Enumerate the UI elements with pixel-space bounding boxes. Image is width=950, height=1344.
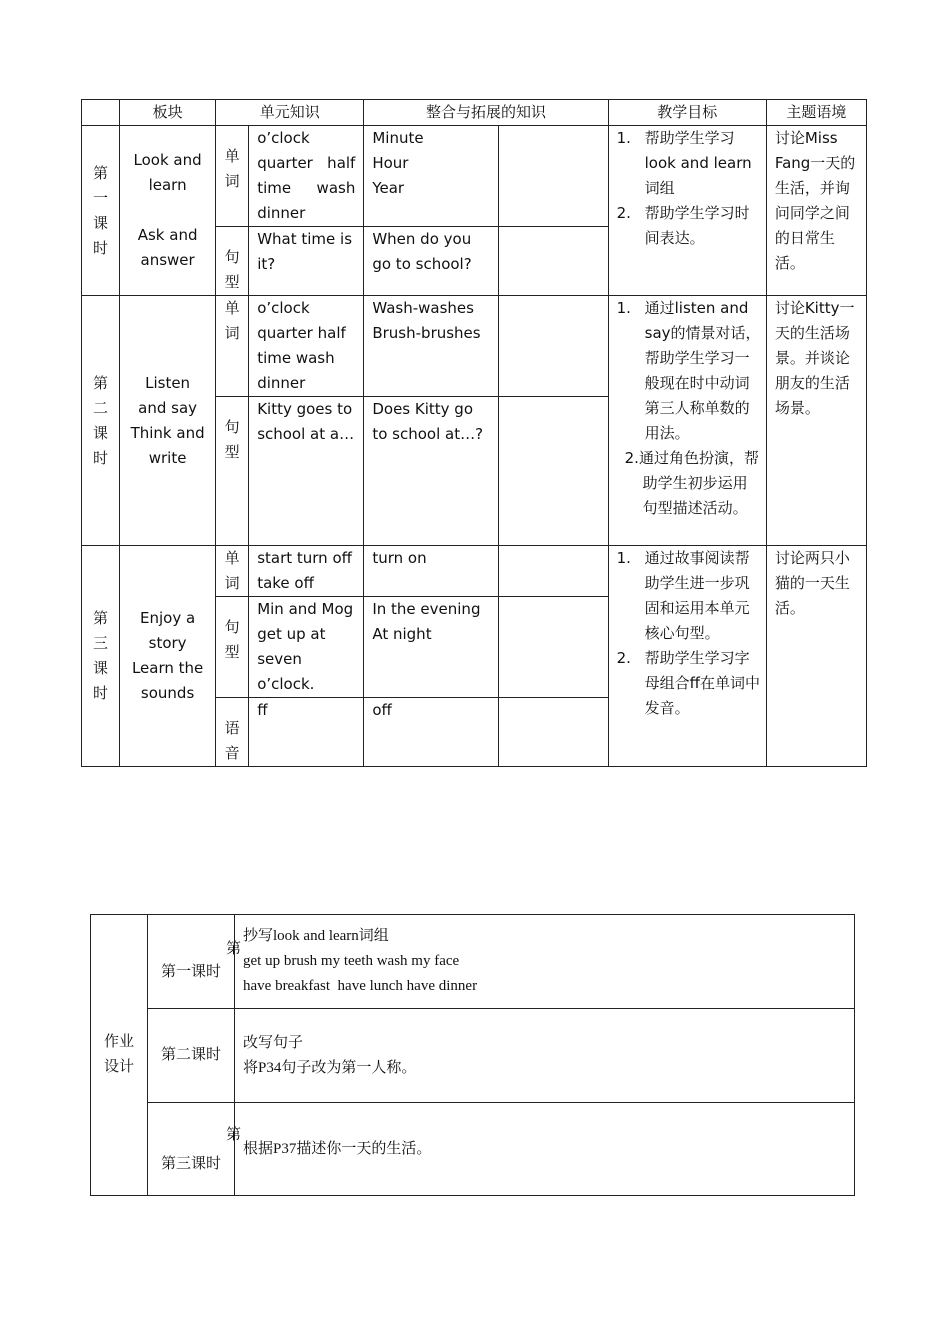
header-blank <box>82 100 120 126</box>
homework-row-3 <box>91 1103 855 1196</box>
lesson-2-words: o’clock quarter half time wash dinner <box>249 296 364 397</box>
homework-task-2: 改写句子 将P34句子改为第一人称。 <box>235 1009 855 1103</box>
homework-table <box>90 914 855 1196</box>
lesson-2-sentence-blank <box>498 397 608 546</box>
lesson-3-theme: 讨论两只小猫的一天生活。 <box>766 546 866 767</box>
lesson-3-sentence: Min and Mog get up at seven o’clock. <box>249 597 364 698</box>
homework-task-3: 第 根据P37描述你一天的生活。 <box>235 1103 855 1196</box>
lesson-2-sentence: Kitty goes to school at a… <box>249 397 364 546</box>
lesson-2-modules: Listen and say Think and write <box>120 296 216 546</box>
homework-row-2 <box>91 1009 855 1103</box>
header-unit-knowledge: 单元知识 <box>216 100 364 126</box>
homework-row-1 <box>91 915 855 1009</box>
homework-label: 作业设计 <box>91 915 148 1196</box>
lesson-2-words-row <box>82 296 867 397</box>
header-theme: 主题语境 <box>766 100 866 126</box>
lesson-1-sentence-blank <box>498 227 608 296</box>
lesson-3-sound: ff <box>249 698 364 767</box>
lesson-1-goals: 1. 帮助学生学习look and learn词组 2. 帮助学生学习时间表达。 <box>608 126 766 296</box>
lesson-3-words-tag: 单词 <box>216 546 249 597</box>
lesson-2-words-blank <box>498 296 608 397</box>
lesson-1-modules: Look and learn Ask and answer <box>120 126 216 296</box>
lesson-3-words-ext: turn on <box>364 546 498 597</box>
lesson-3-goals: 1. 通过故事阅读帮助学生进一步巩固和运用本单元核心句型。 2. 帮助学生学习字母组合ff在单词中发音。 <box>608 546 766 767</box>
lesson-2-goals: 1. 通过listen and say的情景对话，帮助学生学习一般现在时中动词第三人称单数的用法。 2.通过角色扮演，帮助学生初步运用句型描述活动。 <box>608 296 766 546</box>
header-goals: 教学目标 <box>608 100 766 126</box>
lesson-3-sound-ext: off <box>364 698 498 767</box>
homework-lesson-3: 第三课时 <box>148 1103 235 1196</box>
lesson-3-words: start turn off take off <box>249 546 364 597</box>
lesson-2-label: 第二课时 <box>82 296 120 546</box>
lesson-1-sentence: What time is it? <box>249 227 364 296</box>
lesson-2-theme: 讨论Kitty一天的生活场景。并谈论朋友的生活场景。 <box>766 296 866 546</box>
lesson-1-sentence-ext: When do you go to school? <box>364 227 498 296</box>
lesson-2-sentence-tag: 句型 <box>216 397 249 546</box>
stray-mark-3: 第 <box>226 1127 242 1143</box>
lesson-2-words-tag: 单词 <box>216 296 249 397</box>
lesson-1-words-row <box>82 126 867 227</box>
stray-mark-1: 第 <box>226 941 242 957</box>
lesson-3-sound-blank <box>498 698 608 767</box>
lesson-3-words-row <box>82 546 867 597</box>
homework-lesson-2: 第二课时 <box>148 1009 235 1103</box>
lesson-1-words-tag: 单词 <box>216 126 249 227</box>
lesson-3-sound-tag: 语音 <box>216 698 249 767</box>
homework-task-1: 第 抄写look and learn词组 get up brush my teeth wash my face have breakfast have lunch have dinner <box>235 915 855 1009</box>
lesson-1-label: 第一课时 <box>82 126 120 296</box>
header-row <box>82 100 867 126</box>
lesson-plan-table <box>81 99 867 767</box>
header-module: 板块 <box>120 100 216 126</box>
lesson-2-sentence-ext: Does Kitty go to school at…? <box>364 397 498 546</box>
lesson-3-sentence-ext: In the evening At night <box>364 597 498 698</box>
header-extended-knowledge: 整合与拓展的知识 <box>364 100 608 126</box>
lesson-1-theme: 讨论Miss Fang一天的生活，并询问同学之间的日常生活。 <box>766 126 866 296</box>
lesson-3-sentence-blank <box>498 597 608 698</box>
lesson-3-words-blank <box>498 546 608 597</box>
lesson-3-modules: Enjoy a story Learn the sounds <box>120 546 216 767</box>
lesson-1-words-blank <box>498 126 608 227</box>
lesson-3-sentence-tag: 句型 <box>216 597 249 698</box>
homework-lesson-1: 第一课时 <box>148 915 235 1009</box>
lesson-3-label: 第三课时 <box>82 546 120 767</box>
lesson-1-words: o’clock quarter half time wash dinner <box>249 126 364 227</box>
lesson-1-words-ext: Minute Hour Year <box>364 126 498 227</box>
lesson-1-sentence-tag: 句型 <box>216 227 249 296</box>
lesson-2-words-ext: Wash-washes Brush-brushes <box>364 296 498 397</box>
